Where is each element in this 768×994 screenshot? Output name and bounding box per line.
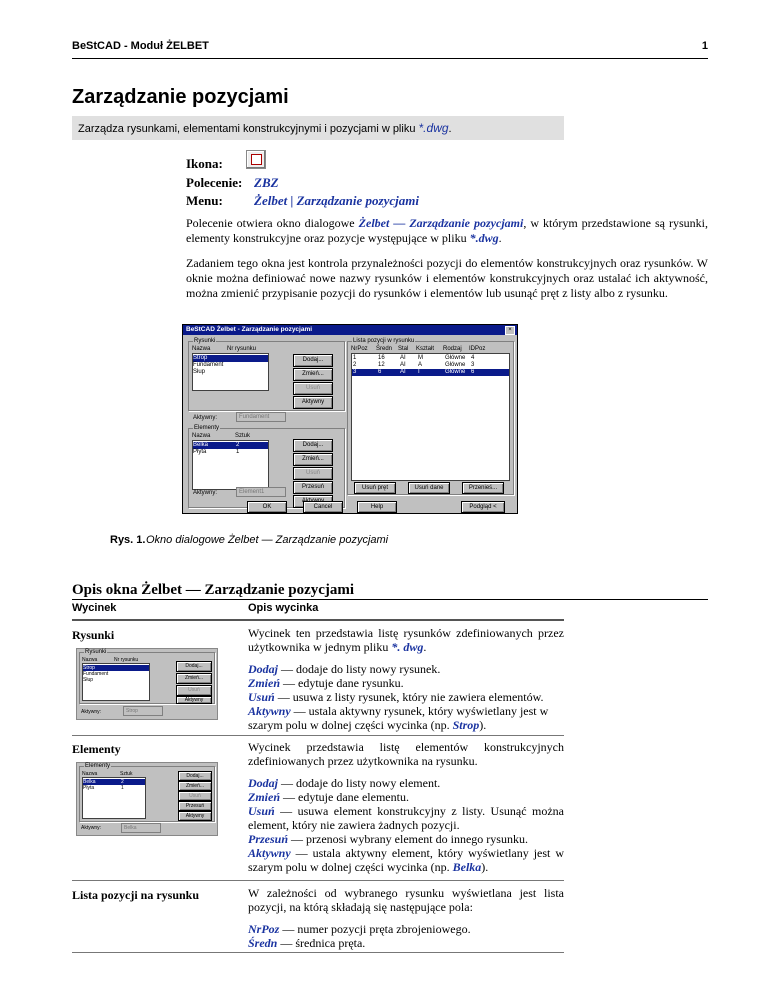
row-divider	[72, 952, 564, 953]
thumb-col-name: Nazwa	[82, 657, 98, 663]
dialog-title-bar: BeStCAD Żelbet - Zarządzanie pozycjami	[183, 325, 517, 335]
intro-text: Zarządza rysunkami, elementami konstrukcyjnymi i pozycjami w pliku	[78, 123, 416, 135]
move-position-button[interactable]: Przenieś...	[462, 482, 504, 494]
lista-group-label: Lista pozycji w rysunku	[353, 338, 415, 344]
figure-caption: Okno dialogowe Żelbet — Zarządzanie pozycjami	[146, 534, 389, 546]
section-rule	[72, 599, 708, 600]
row-elementy-name: Elementy	[72, 742, 121, 756]
table-row[interactable]: 1 16 AI M Główne 4	[353, 355, 475, 361]
elementy-col-name: Nazwa	[192, 433, 211, 439]
table-header-rule	[72, 619, 564, 621]
table-row[interactable]: 2 12 AI A Główne 3	[353, 362, 475, 368]
close-icon[interactable]: ×	[505, 326, 515, 335]
paragraph-1: Polecenie otwiera okno dialogowe Żelbet — Zarządzanie pozycjami, w którym przedstawione są rysunki, elementy konstrukcyjne oraz pozycje występujące w pliku *.dwg.	[186, 216, 708, 245]
page-number: 1	[701, 40, 708, 52]
thumb-list	[82, 663, 150, 701]
list-item[interactable]: Płyta 1	[193, 449, 240, 455]
menu-label: Menu:	[186, 193, 223, 208]
thumb-delete-button: Usuń	[178, 791, 212, 801]
delete-bar-button[interactable]: Usuń pręt	[354, 482, 396, 494]
rysunki-group-label: Rysunki	[194, 338, 216, 344]
row-rysunki-name: Rysunki	[72, 628, 115, 642]
ok-button[interactable]: OK	[247, 501, 287, 513]
header-rule	[72, 58, 708, 59]
thumb-add-button: Dodaj...	[176, 661, 212, 672]
delete-data-button[interactable]: Usuń dane	[408, 482, 450, 494]
elementy-group-label: Elementy	[194, 425, 220, 431]
row-divider	[72, 735, 564, 736]
thumb-list-item: Fundament	[83, 671, 109, 677]
elementy-list[interactable]	[192, 440, 269, 490]
rysunki-thumbnail	[76, 648, 218, 720]
elementy-col-qty: Sztuk	[235, 433, 251, 439]
row-divider	[72, 880, 564, 881]
elementy-move-button[interactable]: Przesuń	[293, 481, 333, 494]
list-item[interactable]: Słup	[193, 369, 206, 375]
table-header-col1: Wycinek	[72, 602, 117, 614]
elementy-edit-button[interactable]: Zmień...	[293, 453, 333, 466]
thumb-col-qty: Sztuk	[120, 771, 133, 777]
thumb-active-label: Aktywny:	[81, 709, 102, 715]
intro-end: .	[448, 123, 452, 135]
paragraph-2: Zadaniem tego okna jest kontrola przynależności pozycji do elementów konstrukcyjnych oraz rysunków. W oknie można definiować nowe nazwy rysunków i elementów konstrukcyjnych oraz ustalać ich aktywność, można zmienić przypisanie pozycji do rysunków i elementów lub usunąć pręt z listy albo z rysunku.	[186, 256, 708, 300]
table-row[interactable]: 3 6 AI I Główne 6	[352, 369, 509, 376]
elementy-thumbnail	[76, 762, 218, 836]
thumb-col-nr: Nr rysunku	[114, 657, 139, 663]
menu-value: Żelbet | Zarządzanie pozycjami	[254, 193, 419, 208]
thumb-edit-button: Zmień...	[178, 781, 212, 791]
rysunki-edit-button[interactable]: Zmień...	[293, 368, 333, 381]
page-title: Zarządzanie pozycjami	[72, 86, 289, 108]
row-elementy-desc: Wycinek przedstawia listę elementów konstrukcyjnych zdefiniowanych przez użytkownika na rysunku.	[248, 740, 564, 768]
thumb-move-button: Przesuń	[178, 801, 212, 811]
row-lista-name: Lista pozycji na rysunku	[72, 888, 200, 902]
thumb-group-label: Rysunki	[85, 649, 107, 655]
thumb-active-button: Aktywny	[176, 696, 212, 704]
row-rysunki-defs: Dodaj — dodaje do listy nowy rysunek. Zmień — edytuje dane rysunku. Usuń — usuwa z listy rysunek, który nie zawiera elementów. Aktywny — ustala aktywny rysunek, który wyświetlany jest w szarym polu w dolnej części wycinka (np. Strop).	[248, 662, 549, 732]
list-item[interactable]: Fundament	[193, 362, 224, 368]
rysunki-active-button[interactable]: Aktywny	[293, 396, 333, 409]
command-value: ZBZ	[254, 175, 279, 190]
thumb-active-label: Aktywny:	[81, 825, 102, 831]
list-item[interactable]: Strop	[193, 355, 268, 362]
thumb-active-field: Strop	[123, 706, 163, 716]
page-header-title: BeStCAD - Moduł ŻELBET	[72, 40, 209, 52]
thumb-elementy-group	[79, 763, 215, 822]
rysunki-group	[188, 338, 345, 411]
row-lista-defs: NrPoz — numer pozycji pręta zbrojeniowego. Średn — średnica pręta.	[248, 922, 471, 950]
thumb-active-button: Aktywny	[178, 811, 212, 821]
thumb-group-label: Elementy	[85, 763, 111, 769]
rysunki-delete-button[interactable]: Usuń	[293, 382, 333, 395]
thumb-add-button: Dodaj...	[178, 771, 212, 781]
table-header-col2: Opis wycinka	[248, 602, 319, 614]
lista-group	[347, 338, 514, 495]
cancel-button[interactable]: Cancel	[303, 501, 343, 513]
elementy-delete-button[interactable]: Usuń	[293, 467, 333, 480]
help-button[interactable]: Help	[357, 501, 397, 513]
thumb-list-item: Płyta 1	[83, 785, 124, 791]
thumb-active-field: Belka	[121, 823, 161, 833]
rysunki-active-field: Fundament	[236, 412, 286, 422]
bestcad-command-icon	[246, 150, 266, 169]
elementy-add-button[interactable]: Dodaj...	[293, 439, 333, 452]
thumb-list	[82, 777, 146, 819]
preview-button[interactable]: Podgląd <	[461, 501, 505, 513]
thumb-rysunki-group	[79, 649, 215, 704]
row-lista-desc: W zależności od wybranego rysunku wyświetlana jest lista pozycji, na którą składają się następujące pola:	[248, 886, 564, 914]
rysunki-col-nr: Nr rysunku	[227, 346, 257, 352]
rysunki-active-label: Aktywny:	[193, 415, 218, 421]
rysunki-add-button[interactable]: Dodaj...	[293, 354, 333, 367]
command-label: Polecenie:	[186, 175, 243, 190]
list-item[interactable]: Belka 2	[193, 442, 268, 449]
intro-box	[72, 116, 564, 140]
row-elementy-defs: Dodaj — dodaje do listy nowy element. Zmień — edytuje dane elementu. Usuń — usuwa element konstrukcyjny z listy. Usunąć można element, który nie zawiera żadnych pozycji. Przesuń — przenosi wybrany element do innego rysunku. Aktywny — ustala aktywny element, który wyświetlany jest w szarym polu w dolnej części wycinka (np. Belka).	[248, 776, 564, 874]
figure-label: Rys. 1.	[110, 534, 146, 546]
dialog-window	[182, 324, 518, 514]
thumb-list-item: Belka 2	[83, 779, 145, 785]
thumb-list-item: Strop	[83, 665, 149, 671]
elementy-active-label: Aktywny:	[193, 490, 218, 496]
rysunki-list[interactable]	[192, 353, 269, 391]
thumb-col-name: Nazwa	[82, 771, 98, 777]
rysunki-col-name: Nazwa	[192, 346, 211, 352]
thumb-list-item: Słup	[83, 677, 94, 683]
elementy-active-field: Element1	[236, 487, 286, 497]
thumb-edit-button: Zmień...	[176, 673, 212, 684]
row-rysunki-desc: Wycinek ten przedstawia listę rysunków zdefiniowanych przez użytkownika w jednym pliku *. dwg.	[248, 626, 564, 654]
section-title: Opis okna Żelbet — Zarządzanie pozycjami	[72, 582, 355, 598]
thumb-delete-button: Usuń	[176, 685, 212, 696]
intro-ext: *.dwg	[418, 121, 449, 135]
lista-header: NrPoz Średn Stal Kształt Rodzaj IDPoz	[351, 346, 486, 352]
lista-table[interactable]	[351, 353, 510, 481]
icon-label: Ikona:	[186, 156, 223, 171]
